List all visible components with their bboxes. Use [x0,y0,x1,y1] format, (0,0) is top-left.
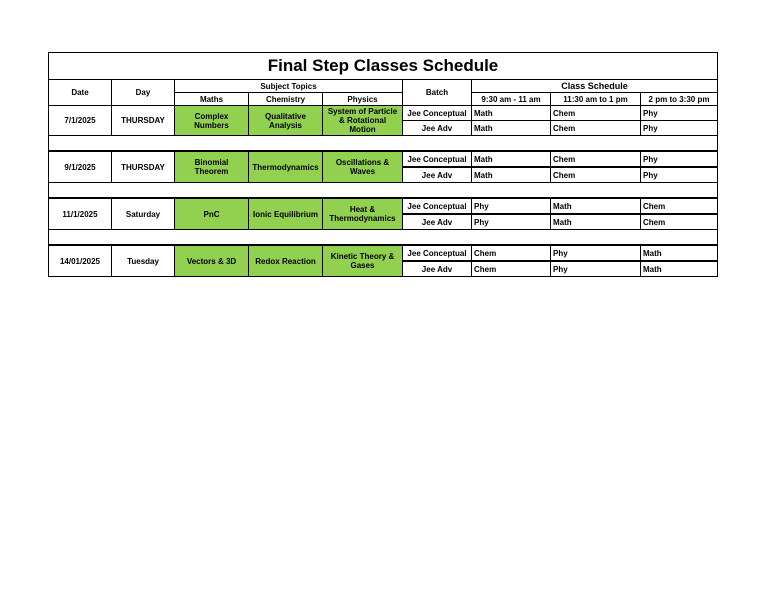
chemistry-topic-cell: Redox Reaction [249,245,323,277]
spacer-cell [49,136,718,152]
slot-cell: Math [472,151,551,167]
header-subject-topics: Subject Topics [175,80,403,93]
schedule-row [49,245,718,261]
slot-cell: Chem [551,106,641,121]
physics-topic-cell: Oscillations & Waves [323,151,403,183]
slot-cell: Chem [472,245,551,261]
page-title: Final Step Classes Schedule [49,53,718,80]
batch-cell: Jee Conceptual [403,198,472,214]
batch-cell: Jee Adv [403,167,472,183]
physics-topic-cell: System of Particle & Rotational Motion [323,106,403,136]
slot-cell: Chem [472,261,551,277]
header-chemistry: Chemistry [249,93,323,106]
slot-cell: Chem [551,121,641,136]
header-slot-2: 11:30 am to 1 pm [551,93,641,106]
header-batch: Batch [403,80,472,106]
slot-cell: Math [551,198,641,214]
spacer-cell [49,230,718,246]
spacer-row [49,183,718,199]
batch-cell: Jee Conceptual [403,151,472,167]
slot-cell: Phy [551,245,641,261]
date-cell: 7/1/2025 [49,106,112,136]
maths-topic-cell: Complex Numbers [175,106,249,136]
date-cell: 14/01/2025 [49,245,112,277]
slot-cell: Phy [641,167,718,183]
chemistry-topic-cell: Qualitative Analysis [249,106,323,136]
slot-cell: Math [641,245,718,261]
header-maths: Maths [175,93,249,106]
slot-cell: Phy [472,214,551,230]
schedule-table [48,52,718,277]
chemistry-topic-cell: Thermodynamics [249,151,323,183]
day-cell: THURSDAY [112,106,175,136]
header-slot-1: 9:30 am - 11 am [472,93,551,106]
header-day: Day [112,80,175,106]
day-cell: Saturday [112,198,175,230]
slot-cell: Phy [472,198,551,214]
batch-cell: Jee Conceptual [403,106,472,121]
slot-cell: Phy [641,106,718,121]
slot-cell: Math [472,106,551,121]
batch-cell: Jee Conceptual [403,245,472,261]
slot-cell: Chem [551,151,641,167]
slot-cell: Chem [641,198,718,214]
spacer-cell [49,183,718,199]
maths-topic-cell: PnC [175,198,249,230]
batch-cell: Jee Adv [403,261,472,277]
date-cell: 11/1/2025 [49,198,112,230]
schedule-row [49,198,718,214]
slot-cell: Chem [641,214,718,230]
header-slot-3: 2 pm to 3:30 pm [641,93,718,106]
day-cell: Tuesday [112,245,175,277]
slot-cell: Chem [551,167,641,183]
header-physics: Physics [323,93,403,106]
slot-cell: Math [472,167,551,183]
schedule-row [49,106,718,121]
slot-cell: Phy [641,151,718,167]
slot-cell: Phy [551,261,641,277]
slot-cell: Math [472,121,551,136]
maths-topic-cell: Binomial Theorem [175,151,249,183]
slot-cell: Math [551,214,641,230]
schedule-row [49,151,718,167]
slot-cell: Math [641,261,718,277]
batch-cell: Jee Adv [403,214,472,230]
physics-topic-cell: Kinetic Theory & Gases [323,245,403,277]
header-date: Date [49,80,112,106]
physics-topic-cell: Heat & Thermodynamics [323,198,403,230]
date-cell: 9/1/2025 [49,151,112,183]
day-cell: THURSDAY [112,151,175,183]
header-class-schedule: Class Schedule [472,80,718,93]
maths-topic-cell: Vectors & 3D [175,245,249,277]
spacer-row [49,230,718,246]
slot-cell: Phy [641,121,718,136]
chemistry-topic-cell: Ionic Equilibrium [249,198,323,230]
batch-cell: Jee Adv [403,121,472,136]
spacer-row [49,136,718,152]
